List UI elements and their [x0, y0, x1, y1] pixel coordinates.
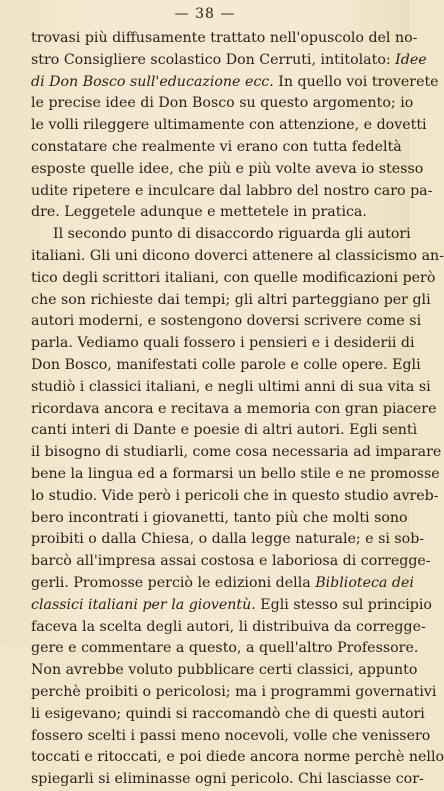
text-line — [31, 420, 418, 442]
text-run: Don Bosco, manifestati colle parole e colle opere. Egli — [31, 356, 421, 373]
text-line — [31, 355, 421, 377]
text-line — [31, 747, 444, 769]
text-run: studiò i classici italiani, e negli ultimi anni di sua vita si — [31, 378, 431, 395]
text-run: lo studio. Vide però i pericoli che in questo studio avreb- — [31, 487, 439, 504]
text-run: proibiti o dalla Chiesa, o dalla legge naturale; e si sob- — [31, 531, 425, 548]
text-line — [31, 399, 437, 421]
text-run: canti interi di Dante e poesie di altri autori. Egli sentì — [31, 422, 418, 439]
text-line — [31, 159, 424, 181]
italic-title: Idee — [395, 51, 427, 68]
text-run: esposte quelle idee, che più e più volte aveva io stesso — [31, 160, 424, 177]
text-run: spiegarli si eliminasse ogni pericolo. Chi lasciasse cor- — [31, 771, 424, 788]
text-run: le volli rileggere ultimamente con attenzione, e dovetti — [31, 117, 427, 134]
text-line — [31, 660, 418, 682]
text-run: bene la lingua ed a formarsi un bello stile e ne promosse — [31, 465, 440, 482]
text-line — [31, 704, 425, 726]
text-line — [31, 442, 442, 464]
text-line — [31, 72, 439, 94]
text-run: In quello voi troverete — [273, 73, 439, 90]
text-run: barcò all'impresa assai costosa e laboriosa di corregge- — [31, 553, 431, 570]
text-line — [31, 202, 384, 224]
text-run: il bisogno di studiarli, come cosa necessaria ad imparare — [31, 444, 442, 461]
text-run: udite ripetere e inculcare dal labbro del nostro caro pa- — [31, 182, 433, 199]
text-run: ricordava ancora e recitava a memoria con gran piacere — [31, 400, 437, 417]
text-line — [31, 769, 424, 791]
text-line — [31, 224, 411, 246]
italic-title: classici italiani per la gioventù. — [31, 596, 256, 613]
text-line — [31, 551, 431, 573]
text-line — [31, 115, 427, 137]
text-run: Egli stesso sul principio — [255, 596, 432, 613]
text-run: italiani. Gli uni dicono doverci attenere al classicismo an- — [31, 247, 444, 264]
text-run: Il secondo punto di disaccordo riguarda gli autori — [53, 226, 411, 243]
text-run: bero incontrati i giovanetti, tanto più che molti sono — [31, 509, 408, 526]
body-text — [31, 28, 444, 791]
text-run: stro Consigliere scolastico Don Cerruti, intitolato: — [31, 51, 396, 68]
text-line — [31, 377, 431, 399]
text-run: constatare che realmente vi erano con tutta fedeltà — [31, 138, 402, 155]
text-line — [31, 246, 444, 268]
text-run: perchè proibiti o pericolosi; ma i programmi governativi — [31, 683, 437, 700]
text-line — [31, 50, 427, 72]
text-run: gere e commentare a questo, a quell'altro Professore. — [31, 640, 419, 657]
text-run: Non avrebbe voluto pubblicare certi classici, appunto — [31, 662, 418, 679]
text-run: faceva la scelta degli autori, li distribuiva da corregge- — [31, 618, 426, 635]
text-run: trovasi più diffusamente trattato nell'opuscolo del no- — [31, 30, 418, 46]
text-line — [31, 638, 419, 660]
text-line — [31, 726, 431, 748]
text-run: che son richieste dai tempi; gli altri parteggiano per gli — [31, 291, 431, 308]
text-line — [31, 486, 439, 508]
text-run: le precise idee di Don Bosco su questo argomento; io — [31, 95, 414, 112]
text-line — [31, 290, 431, 312]
text-line — [31, 508, 408, 530]
text-run: dre. Leggetele adunque e mettetele in pratica. — [31, 204, 367, 221]
text-line — [31, 181, 433, 203]
italic-title: di Don Bosco sull'educazione ecc. — [31, 73, 274, 90]
text-run: fossero scelti i passi meno nocevoli, volle che venissero — [31, 727, 431, 744]
text-run: toccati e ritoccati, e poi diede ancora norme perchè nello — [31, 749, 444, 766]
text-line — [31, 268, 436, 290]
text-run: autori moderni, e sostengono doversi scrivere come si — [31, 313, 422, 330]
text-line — [31, 464, 440, 486]
text-line — [31, 682, 437, 704]
italic-title: Biblioteca dei — [315, 574, 414, 591]
text-run: li esigevano; quindi si raccomandò che di questi autori — [31, 705, 425, 722]
text-run: parla. Vediamo quali fossero i pensieri e i desiderii di — [31, 335, 415, 352]
text-line — [31, 529, 425, 551]
text-line — [31, 333, 415, 355]
text-run: tico degli scrittori italiani, con quelle modificazioni però — [31, 269, 436, 286]
text-line — [31, 595, 432, 617]
text-line — [31, 137, 402, 159]
text-line — [31, 28, 418, 50]
text-line — [31, 617, 426, 639]
text-line — [31, 573, 414, 595]
text-line — [31, 93, 414, 115]
page-number: — 38 — — [174, 6, 236, 22]
text-line — [31, 311, 422, 333]
text-run: gerli. Promosse perciò le edizioni della — [31, 574, 316, 591]
